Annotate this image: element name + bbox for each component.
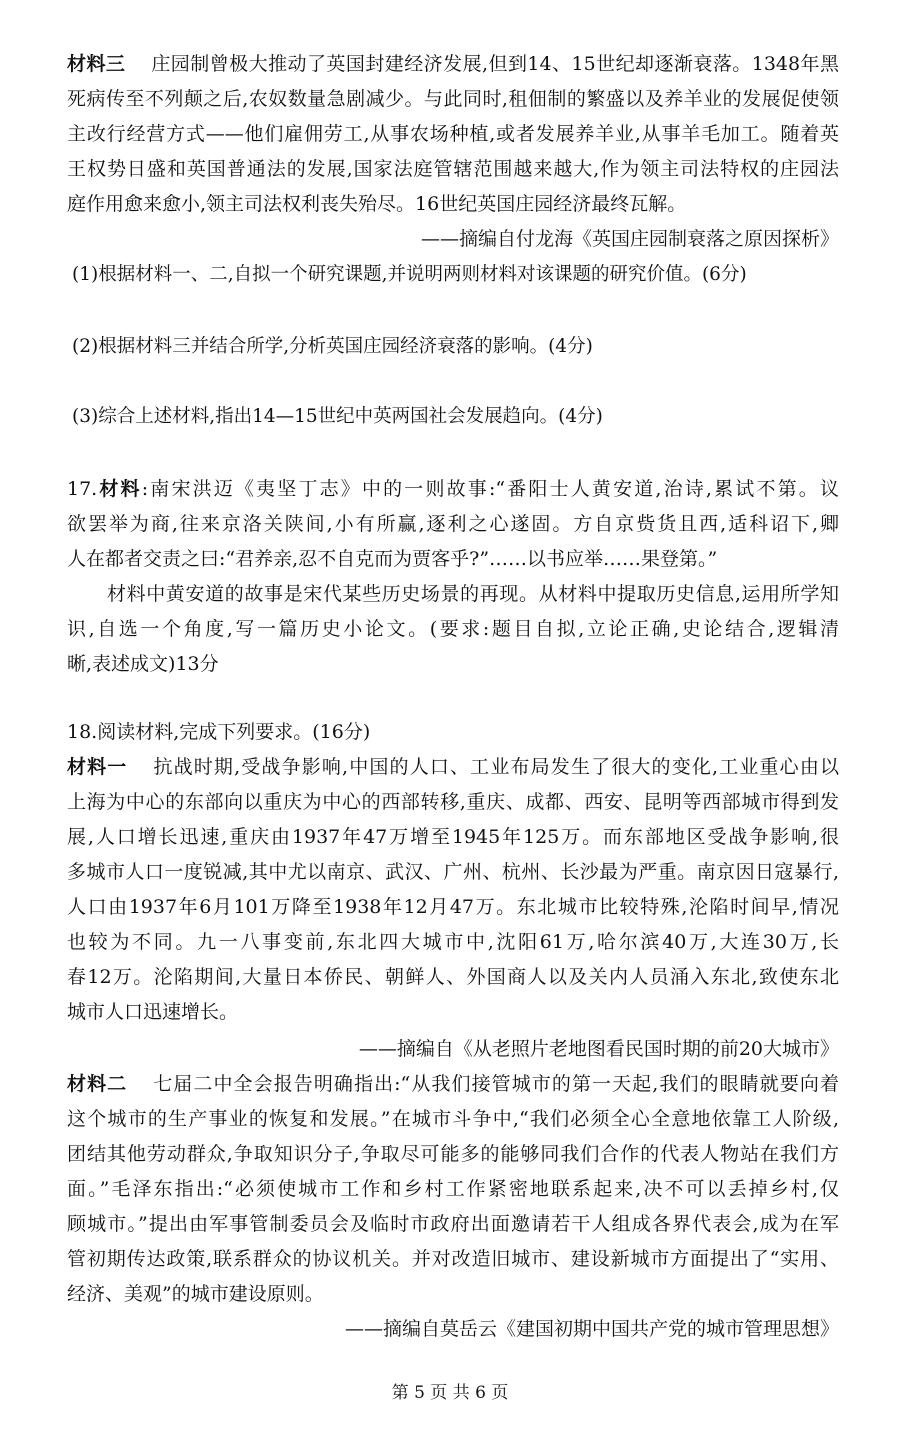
text-line [67, 855, 839, 890]
question-text [72, 399, 844, 434]
line-text: ——摘编自付龙海《英国庄园制衰落之原因探析》 [420, 228, 839, 250]
line-text: 识,自选一个角度,写一篇历史小论文。(要求:题目自拟,立论正确,史论结合,逻辑清 [67, 618, 839, 640]
line-text: (1)根据材料一、二,自拟一个研究课题,并说明两则材料对该课题的研究价值。(6分) [72, 264, 747, 285]
question-16-2 [72, 329, 844, 364]
line-text: 面。”毛泽东指出:“必须使城市工作和乡村工作紧密地联系起来,决不可以丢掉乡村,仅 [67, 1178, 839, 1200]
text-line [67, 750, 839, 785]
text-line [67, 1067, 839, 1102]
line-text: 18.阅读材料,完成下列要求。(16分) [67, 721, 371, 743]
line-text: (2)根据材料三并结合所学,分析英国庄园经济衰落的影响。(4分) [72, 336, 593, 357]
material-three [67, 47, 839, 257]
text-line [67, 995, 839, 1030]
text-line [67, 960, 839, 995]
line-text: 多城市人口一度锐减,其中尤以南京、武汉、广州、杭州、长沙最为严重。南京因日寇暴行, [67, 861, 839, 883]
line-text: 庭作用愈来愈小,领主司法权利丧失殆尽。16世纪英国庄园经济最终瓦解。 [67, 193, 687, 215]
question-number: 17. [67, 478, 98, 500]
line-text: 团结其他劳动群众,争取知识分子,争取尽可能多的能够同我们合作的代表人物站在我们方 [67, 1143, 839, 1165]
line-text: 材料中黄安道的故事是宋代某些历史场景的再现。从材料中提取历史信息,运用所学知 [107, 583, 839, 605]
text-line [67, 117, 839, 152]
text-line [67, 472, 839, 507]
material-label: 材料 [97, 478, 142, 500]
text-line [67, 1172, 839, 1207]
text-line [67, 925, 839, 960]
question-16-3 [72, 399, 844, 434]
line-text: 欲罢举为商,往来京洛关陕间,小有所赢,逐利之心遂固。方自京赀货且西,适科诏下,卿 [67, 513, 839, 535]
line-text: 人口由1937年6月101万降至1938年12月47万。东北城市比较特殊,沦陷时间早,情况 [67, 896, 839, 918]
line-text: 顾城市。”提出由军事管制委员会及临时市政府出面邀请若干人组成各界代表会,成为在军 [67, 1213, 839, 1235]
line-text: 主改行经营方式——他们雇佣劳工,从事农场种植,或者发展养羊业,从事羊毛加工。随着英 [67, 123, 839, 145]
question-18 [67, 715, 839, 1347]
citation [67, 1032, 839, 1067]
text-line [67, 820, 839, 855]
line-text: 展,人口增长迅速,重庆由1937年47万增至1945年125万。而东部地区受战争影响,很 [67, 826, 839, 848]
question-heading [67, 715, 839, 750]
question-text [72, 257, 844, 292]
text-line [67, 890, 839, 925]
line-text: 庄园制曾极大推动了英国封建经济发展,但到14、15世纪却逐渐衰落。1348年黑 [151, 53, 839, 75]
text-line [67, 507, 839, 542]
line-text: 七届二中全会报告明确指出:“从我们接管城市的第一天起,我们的眼睛就要向着 [153, 1073, 839, 1095]
text-line [67, 187, 839, 222]
text-line [67, 785, 839, 820]
line-text: 上海为中心的东部向以重庆为中心的西部转移,重庆、成都、西安、昆明等西部城市得到发 [67, 791, 839, 813]
text-line [67, 1277, 839, 1312]
line-text: ——摘编自《从老照片老地图看民国时期的前20大城市》 [358, 1038, 839, 1060]
line-text: 经济、美观”的城市建设原则。 [67, 1283, 324, 1305]
line-text: 人在都者交责之曰:“君养亲,忍不自克而为贾客乎?”……以书应举……果登第。” [67, 548, 718, 570]
line-text: 晰,表述成文)13分 [67, 653, 219, 675]
text-line [67, 542, 839, 577]
line-text: 抗战时期,受战争影响,中国的人口、工业布局发生了很大的变化,工业重心由以 [153, 756, 839, 778]
text-line [67, 612, 839, 647]
text-line [67, 1207, 839, 1242]
text-line [67, 1242, 839, 1277]
question-17 [67, 472, 839, 682]
line-text: 春12万。沦陷期间,大量日本侨民、朝鲜人、外国商人以及关内人员涌入东北,致使东北 [67, 966, 839, 988]
line-text: (3)综合上述材料,指出14—15世纪中英两国社会发展趋向。(4分) [72, 406, 603, 427]
page-number: 第 5 页 共 6 页 [391, 1383, 509, 1403]
line-text: 王权势日盛和英国普通法的发展,国家法庭管辖范围越来越大,作为领主司法特权的庄园法 [67, 158, 839, 180]
question-16-1 [72, 257, 844, 292]
text-line [67, 152, 839, 187]
line-text: ——摘编自莫岳云《建国初期中国共产党的城市管理思想》 [344, 1318, 839, 1340]
question-text [72, 329, 844, 364]
citation [67, 222, 839, 257]
line-text: 这个城市的生产事业的恢复和发展。”在城市斗争中,“我们必须全心全意地依靠工人阶级, [67, 1108, 839, 1130]
line-text: :南宋洪迈《夷坚丁志》中的一则故事:“番阳士人黄安道,治诗,累试不第。议 [141, 478, 839, 500]
line-text: 也较为不同。九一八事变前,东北四大城市中,沈阳61万,哈尔滨40万,大连30万,长 [67, 931, 839, 953]
line-text: 管初期传达政策,联系群众的协议机关。并对改造旧城市、建设新城市方面提出了“实用、 [67, 1248, 839, 1270]
text-line [67, 47, 839, 82]
material-label: 材料二 [67, 1073, 128, 1095]
text-line [67, 1137, 839, 1172]
material-label: 材料一 [67, 756, 128, 778]
text-line [67, 647, 839, 682]
text-line [67, 577, 839, 612]
text-line [67, 1102, 839, 1137]
line-text: 死病传至不列颠之后,农奴数量急剧减少。与此同时,租佃制的繁盛以及养羊业的发展促使领 [67, 88, 839, 110]
material-label: 材料三 [67, 53, 126, 75]
line-text: 城市人口迅速增长。 [67, 1001, 239, 1023]
citation [67, 1312, 839, 1347]
text-line [67, 82, 839, 117]
